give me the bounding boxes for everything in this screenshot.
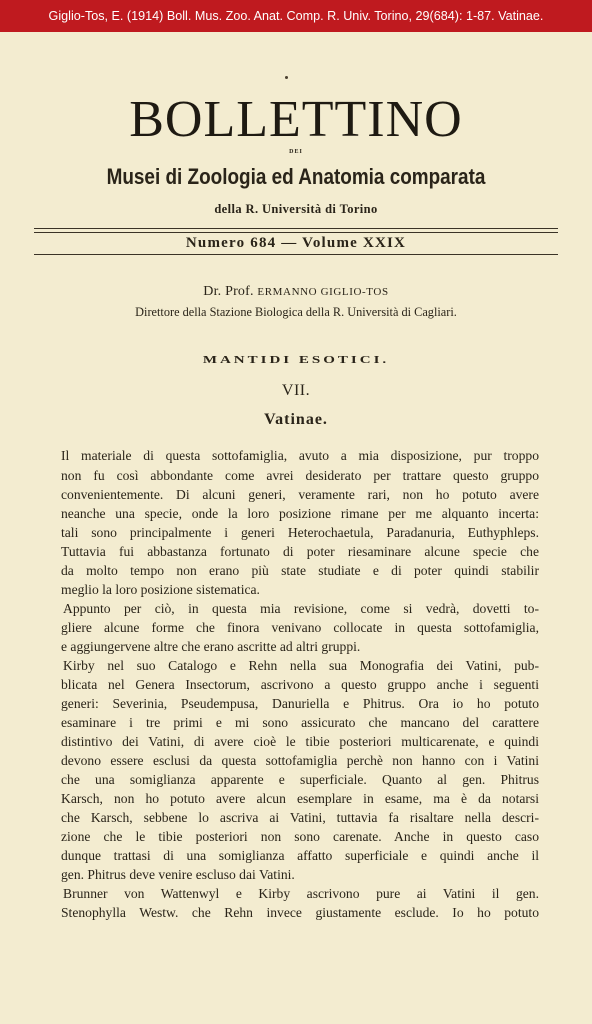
body-line: non fu così abbondante come avrei desiderato per trattare questo gruppo bbox=[61, 468, 539, 483]
body-line: Karsch, non ho potuto avere alcun esemplare in esame, ma è da notarsi bbox=[61, 791, 539, 806]
body-line: generi: Severinia, Pseudempusa, Danuriella e Phitrus. Ora io ho potuto bbox=[61, 696, 539, 711]
journal-dei: DEI bbox=[289, 149, 303, 155]
body-line: che Karsch, sebbene lo ascriva ai Vatini, tuttavia fa risaltare nella descri- bbox=[61, 810, 539, 825]
body-line: dunque trattasi di una somiglianza affatto superficiale e quindi anche il bbox=[61, 848, 539, 863]
body-line: Tuttavia fui abbastanza fortunato di poter riesaminare alcune specie che bbox=[61, 544, 539, 559]
body-line: Brunner von Wattenwyl e Kirby ascrivono pure ai Vatini il gen. bbox=[63, 886, 539, 901]
section-title: MANTIDI ESOTICI. bbox=[202, 354, 390, 366]
journal-title: BOLLETTINO bbox=[129, 91, 463, 148]
subheading: Vatinae. bbox=[264, 411, 328, 428]
body-line: neanche una specie, onde la loro posizione rimane per me alquanto incerta: bbox=[61, 506, 539, 521]
body-line: meglio la loro posizione sistematica. bbox=[61, 582, 260, 597]
body-line: Kirby nel suo Catalogo e Rehn nella sua Monografia dei Vatini, pub- bbox=[63, 658, 539, 673]
body-line: e aggiungervene altre che erano ascritte ad altri gruppi. bbox=[61, 639, 361, 654]
university-line: della R. Università di Torino bbox=[214, 202, 378, 216]
body-line: gliere alcune forme che finora venivano collocate in questa sottofamiglia, bbox=[61, 620, 539, 635]
rule-bottom bbox=[34, 254, 558, 255]
body-line: esaminare i tre primi e mi sono assicurato che mancano del carattere bbox=[61, 715, 539, 730]
author-prefix: Dr. Prof. bbox=[203, 284, 254, 299]
body-line: devono essere esclusi da questa sottofamiglia perchè non hanno con i Vatini bbox=[61, 753, 539, 768]
body-line: convenientemente. Di alcuni generi, veramente rari, non ho potuto avere bbox=[61, 487, 539, 502]
body-line: Appunto per ciò, in questa mia revisione, come si vedrà, dovetti to- bbox=[63, 601, 539, 616]
issue-number: Numero 684 — Volume XXIX bbox=[185, 235, 407, 251]
ink-dot bbox=[285, 76, 288, 79]
author-affiliation: Direttore della Stazione Biologica della R. Università di Cagliari. bbox=[135, 305, 457, 319]
body-line: zione che le tibie posteriori non sono carenate. Anche in questo caso bbox=[61, 829, 539, 844]
body-line: distintivo dei Vatini, di avere cioè le tibie posteriori multicarenate, e quindi bbox=[61, 734, 539, 749]
body-line: da molto tempo non erano più state studiate e di poter quindi stabilir bbox=[61, 563, 539, 578]
author-line bbox=[0, 284, 592, 300]
author-name: ERMANNO GIGLIO-TOS bbox=[257, 286, 389, 298]
section-number: VII. bbox=[281, 382, 311, 399]
body-line: blicata nel Genera Insectorum, ascrivono a questo gruppo anche i seguenti bbox=[61, 677, 539, 692]
double-rule-top-inner bbox=[34, 232, 558, 233]
journal-subtitle: Musei di Zoologia ed Anatomia comparata bbox=[106, 164, 486, 189]
body-line: Stenophylla Westw. che Rehn invece giustamente esclude. Io ho potuto bbox=[61, 905, 539, 920]
body-line: che una somiglianza apparente e superficiale. Quanto al gen. Phitrus bbox=[61, 772, 539, 787]
body-line: tali sono principalmente i generi Heterochaetula, Paradanuria, Euthyphleps. bbox=[61, 525, 539, 540]
body-line: gen. Phitrus deve venire escluso dai Vatini. bbox=[61, 867, 295, 882]
citation-banner: Giglio-Tos, E. (1914) Boll. Mus. Zoo. Anat. Comp. R. Univ. Torino, 29(684): 1-87. Vatinae. bbox=[0, 0, 592, 32]
body-line: Il materiale di questa sottofamiglia, avuto a mia disposizione, pur troppo bbox=[61, 448, 539, 463]
double-rule-top bbox=[34, 228, 558, 229]
